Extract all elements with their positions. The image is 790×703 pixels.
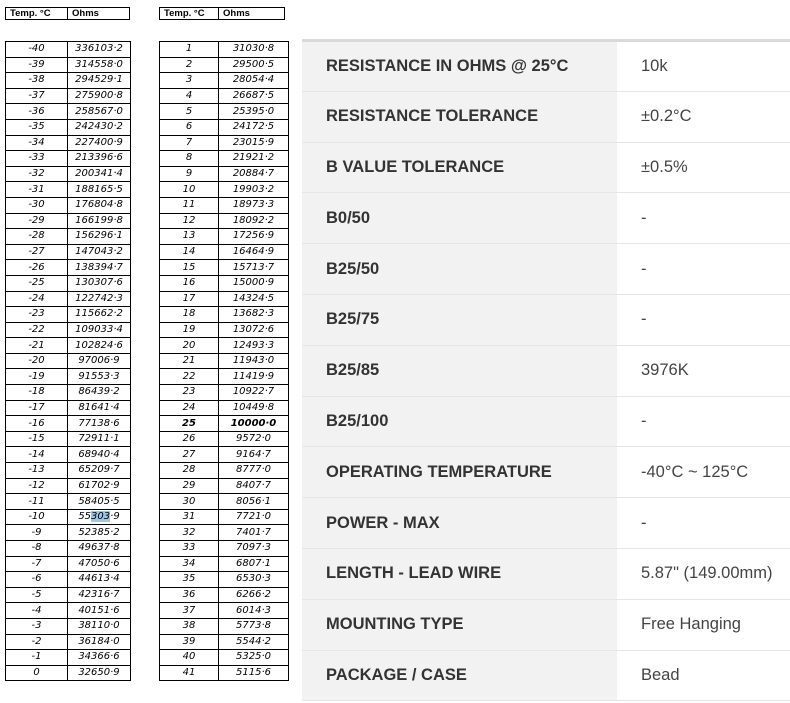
table-row: [6, 618, 131, 634]
temp-cell: -10: [6, 509, 68, 525]
spec-value: 10k: [617, 41, 790, 92]
temp-cell: 8: [160, 151, 219, 167]
temp-cell: 16: [160, 275, 219, 291]
temp-cell: -34: [6, 135, 68, 151]
temp-cell: 12: [160, 213, 219, 229]
table-row: [160, 42, 289, 58]
temp-cell: 6: [160, 119, 219, 135]
table-row: [6, 353, 131, 369]
table-row: [6, 556, 131, 572]
table-row: [160, 353, 289, 369]
temp-cell: -21: [6, 338, 68, 354]
ohms-cell: 5773·8: [219, 618, 289, 634]
table-row: [6, 634, 131, 650]
table-row: [160, 478, 289, 494]
temp-cell: -20: [6, 353, 68, 369]
temp-cell: -39: [6, 57, 68, 73]
ohms-cell: 109033·4: [68, 322, 131, 338]
ohms-cell: 11419·9: [219, 369, 289, 385]
spec-label: POWER - MAX: [302, 498, 617, 549]
table-row: [160, 275, 289, 291]
ohms-cell: 12493·3: [219, 338, 289, 354]
ohms-cell: 28054·4: [219, 73, 289, 89]
spec-row: [302, 396, 790, 447]
ohms-cell: 5115·6: [219, 665, 289, 681]
ohms-cell: 7721·0: [219, 509, 289, 525]
ohms-cell: 55303·9: [68, 509, 131, 525]
table-row: [6, 119, 131, 135]
temp-cell: -30: [6, 197, 68, 213]
ohms-cell: 130307·6: [68, 275, 131, 291]
temp-cell: 38: [160, 618, 219, 634]
temp-cell: -23: [6, 307, 68, 323]
spec-label: B25/85: [302, 345, 617, 396]
ohms-cell: 10449·8: [219, 400, 289, 416]
spec-value: -: [617, 498, 790, 549]
ohms-cell: 6266·2: [219, 587, 289, 603]
ohms-cell: 32650·9: [68, 665, 131, 681]
temp-cell: -26: [6, 260, 68, 276]
ohms-cell: 6530·3: [219, 572, 289, 588]
temp-cell: -2: [6, 634, 68, 650]
temp-cell: 11: [160, 197, 219, 213]
temp-cell: 10: [160, 182, 219, 198]
ohms-cell: 31030·8: [219, 42, 289, 58]
ohms-cell: 58405·5: [68, 494, 131, 510]
temp-cell: -14: [6, 447, 68, 463]
table-row: [6, 385, 131, 401]
table-row: [160, 494, 289, 510]
table-row: [160, 166, 289, 182]
spec-row: [302, 41, 790, 92]
table-row: [160, 322, 289, 338]
temp-cell: 9: [160, 166, 219, 182]
ohms-cell: 227400·9: [68, 135, 131, 151]
temp-cell: 18: [160, 307, 219, 323]
spec-row: [302, 498, 790, 549]
table-row: [160, 541, 289, 557]
table-row: [6, 338, 131, 354]
temp-cell: 13: [160, 229, 219, 245]
temp-cell: -6: [6, 572, 68, 588]
temp-cell: 23: [160, 385, 219, 401]
temp-cell: -31: [6, 182, 68, 198]
ohms-cell: 17256·9: [219, 229, 289, 245]
table-row: [160, 338, 289, 354]
ohms-cell: 21921·2: [219, 151, 289, 167]
table-row: [160, 213, 289, 229]
ohms-cell: 86439·2: [68, 385, 131, 401]
ohms-cell: 6014·3: [219, 603, 289, 619]
temp-cell: 19: [160, 322, 219, 338]
ohms-cell: 13072·6: [219, 322, 289, 338]
table-row: [6, 260, 131, 276]
ohms-cell: 138394·7: [68, 260, 131, 276]
spec-value: 3976K: [617, 345, 790, 396]
resistance-table-right: [159, 41, 289, 681]
table-row: [6, 166, 131, 182]
table-row: [6, 88, 131, 104]
temp-cell: -9: [6, 525, 68, 541]
temp-column-header: Temp. °C: [6, 8, 68, 19]
ohms-cell: 11943·0: [219, 353, 289, 369]
spec-label: RESISTANCE IN OHMS @ 25°C: [302, 41, 617, 92]
ohms-column-header: Ohms: [72, 8, 99, 19]
ohms-cell: 19903·2: [219, 182, 289, 198]
table-row: [160, 587, 289, 603]
temp-cell: -8: [6, 541, 68, 557]
table-row: [6, 42, 131, 58]
table-row: [160, 650, 289, 666]
ohms-cell: 200341·4: [68, 166, 131, 182]
ohms-cell: 213396·6: [68, 151, 131, 167]
ohms-cell: 15000·9: [219, 275, 289, 291]
ohms-cell: 97006·9: [68, 353, 131, 369]
table-row: [6, 275, 131, 291]
ohms-cell: 166199·8: [68, 213, 131, 229]
temp-cell: 20: [160, 338, 219, 354]
ohms-cell: 7401·7: [219, 525, 289, 541]
temp-cell: -13: [6, 463, 68, 479]
ohms-cell: 81641·4: [68, 400, 131, 416]
ohms-cell: 8056·1: [219, 494, 289, 510]
table-row: [160, 618, 289, 634]
temp-cell: -22: [6, 322, 68, 338]
table-row: [6, 151, 131, 167]
spec-value: Bead: [617, 650, 790, 701]
spec-value: ±0.2°C: [617, 91, 790, 142]
temp-cell: -33: [6, 151, 68, 167]
spec-value: -: [617, 244, 790, 295]
table-row: [6, 400, 131, 416]
ohms-cell: 115662·2: [68, 307, 131, 323]
temp-cell: 17: [160, 291, 219, 307]
ohms-cell: 102824·6: [68, 338, 131, 354]
ohms-cell: 10922·7: [219, 385, 289, 401]
temp-cell: 3: [160, 73, 219, 89]
ohms-cell: 77138·6: [68, 416, 131, 432]
table-row: [6, 431, 131, 447]
temp-cell: -25: [6, 275, 68, 291]
spec-row: [302, 599, 790, 650]
table-row: [6, 291, 131, 307]
temp-cell: -36: [6, 104, 68, 120]
left-table-header: [5, 7, 130, 20]
table-row: [160, 431, 289, 447]
temp-cell: 29: [160, 478, 219, 494]
temp-cell: -32: [6, 166, 68, 182]
table-row: [160, 57, 289, 73]
table-row: [160, 665, 289, 681]
spec-row: [302, 650, 790, 701]
ohms-cell: 275900·8: [68, 88, 131, 104]
table-row: [160, 260, 289, 276]
temp-cell: 1: [160, 42, 219, 58]
ohms-cell: 47050·6: [68, 556, 131, 572]
temp-cell: -11: [6, 494, 68, 510]
temp-cell: 14: [160, 244, 219, 260]
temp-cell: 35: [160, 572, 219, 588]
table-row: [6, 104, 131, 120]
ohms-cell: 5325·0: [219, 650, 289, 666]
table-row: [6, 229, 131, 245]
temp-cell: -19: [6, 369, 68, 385]
temp-cell: 0: [6, 665, 68, 681]
table-row: [160, 556, 289, 572]
spec-label: LENGTH - LEAD WIRE: [302, 548, 617, 599]
table-row: [6, 322, 131, 338]
ohms-cell: 5544·2: [219, 634, 289, 650]
ohms-cell: 29500·5: [219, 57, 289, 73]
table-row: [6, 213, 131, 229]
temp-cell: 7: [160, 135, 219, 151]
resistance-table-left: [5, 41, 131, 681]
ohms-cell: 7097·3: [219, 541, 289, 557]
spec-row: [302, 142, 790, 193]
spec-value: Free Hanging: [617, 599, 790, 650]
spec-row: [302, 548, 790, 599]
spec-label: B25/75: [302, 294, 617, 345]
temp-cell: 36: [160, 587, 219, 603]
temp-cell: 28: [160, 463, 219, 479]
ohms-cell: 65209·7: [68, 463, 131, 479]
temp-cell: 15: [160, 260, 219, 276]
ohms-cell: 336103·2: [68, 42, 131, 58]
temp-cell: 32: [160, 525, 219, 541]
table-row: [160, 385, 289, 401]
ohms-cell: 10000·0: [219, 416, 289, 432]
table-row: [160, 291, 289, 307]
ohms-cell: 13682·3: [219, 307, 289, 323]
right-table-header: [159, 7, 285, 20]
table-row: [6, 307, 131, 323]
ohms-cell: 156296·1: [68, 229, 131, 245]
spec-label: MOUNTING TYPE: [302, 599, 617, 650]
temp-cell: -24: [6, 291, 68, 307]
table-row: [160, 119, 289, 135]
spec-row: [302, 244, 790, 295]
ohms-cell: 18092·2: [219, 213, 289, 229]
spec-label: B0/50: [302, 193, 617, 244]
temp-cell: 21: [160, 353, 219, 369]
ohms-cell: 26687·5: [219, 88, 289, 104]
spec-value: 5.87" (149.00mm): [617, 548, 790, 599]
ohms-cell: 25395·0: [219, 104, 289, 120]
table-row: [6, 416, 131, 432]
temp-cell: 41: [160, 665, 219, 681]
table-row: [160, 369, 289, 385]
temp-cell: -15: [6, 431, 68, 447]
temp-column-header: Temp. °C: [160, 8, 219, 19]
ohms-cell: 8777·0: [219, 463, 289, 479]
ohms-cell: 36184·0: [68, 634, 131, 650]
ohms-cell: 122742·3: [68, 291, 131, 307]
table-row: [160, 572, 289, 588]
temp-cell: -5: [6, 587, 68, 603]
table-row: [6, 463, 131, 479]
ohms-cell: 8407·7: [219, 478, 289, 494]
table-row: [160, 135, 289, 151]
temp-cell: -3: [6, 618, 68, 634]
ohms-cell: 68940·4: [68, 447, 131, 463]
table-row: [160, 104, 289, 120]
temp-cell: -28: [6, 229, 68, 245]
temp-cell: 26: [160, 431, 219, 447]
spec-label: RESISTANCE TOLERANCE: [302, 91, 617, 142]
temp-cell: 5: [160, 104, 219, 120]
spec-value: -: [617, 193, 790, 244]
table-row: [6, 478, 131, 494]
temp-cell: 33: [160, 541, 219, 557]
temp-cell: -7: [6, 556, 68, 572]
ohms-cell: 72911·1: [68, 431, 131, 447]
temp-cell: -37: [6, 88, 68, 104]
table-row: [6, 135, 131, 151]
temp-cell: 2: [160, 57, 219, 73]
table-row: [160, 197, 289, 213]
table-row: [6, 587, 131, 603]
temp-cell: -27: [6, 244, 68, 260]
table-row: [6, 603, 131, 619]
table-row: [6, 73, 131, 89]
ohms-cell: 314558·0: [68, 57, 131, 73]
temp-cell: 4: [160, 88, 219, 104]
table-row: [160, 525, 289, 541]
ohms-cell: 176804·8: [68, 197, 131, 213]
temp-cell: -16: [6, 416, 68, 432]
table-row: [6, 369, 131, 385]
table-row: [160, 603, 289, 619]
table-row: [160, 151, 289, 167]
temp-cell: 39: [160, 634, 219, 650]
ohms-cell: 38110·0: [68, 618, 131, 634]
table-row: [160, 416, 289, 432]
spec-value: ±0.5%: [617, 142, 790, 193]
table-row: [160, 182, 289, 198]
table-row: [6, 665, 131, 681]
table-row: [6, 572, 131, 588]
table-row: [6, 182, 131, 198]
ohms-cell: 147043·2: [68, 244, 131, 260]
table-row: [6, 244, 131, 260]
ohms-cell: 15713·7: [219, 260, 289, 276]
ohms-cell: 20884·7: [219, 166, 289, 182]
table-row: [6, 57, 131, 73]
spec-label: PACKAGE / CASE: [302, 650, 617, 701]
table-row: [160, 244, 289, 260]
ohms-cell: 16464·9: [219, 244, 289, 260]
ohms-cell: 42316·7: [68, 587, 131, 603]
ohms-cell: 49637·8: [68, 541, 131, 557]
temp-cell: -29: [6, 213, 68, 229]
ohms-cell: 52385·2: [68, 525, 131, 541]
spec-table: [302, 39, 790, 701]
temp-cell: -1: [6, 650, 68, 666]
ohms-cell: 24172·5: [219, 119, 289, 135]
temp-cell: 27: [160, 447, 219, 463]
temp-cell: 40: [160, 650, 219, 666]
table-row: [160, 447, 289, 463]
spec-label: B25/50: [302, 244, 617, 295]
table-row: [6, 525, 131, 541]
ohms-cell: 61702·9: [68, 478, 131, 494]
text-selection[interactable]: 303: [91, 511, 111, 523]
table-row: [160, 229, 289, 245]
ohms-cell: 242430·2: [68, 119, 131, 135]
temp-cell: 30: [160, 494, 219, 510]
ohms-cell: 18973·3: [219, 197, 289, 213]
ohms-cell: 6807·1: [219, 556, 289, 572]
table-row: [6, 494, 131, 510]
temp-cell: 31: [160, 509, 219, 525]
spec-row: [302, 91, 790, 142]
spec-label: OPERATING TEMPERATURE: [302, 447, 617, 498]
table-row: [160, 88, 289, 104]
temp-cell: 22: [160, 369, 219, 385]
temp-cell: -18: [6, 385, 68, 401]
spec-value: -: [617, 396, 790, 447]
ohms-cell: 44613·4: [68, 572, 131, 588]
table-row: [6, 197, 131, 213]
spec-value: -: [617, 294, 790, 345]
ohms-cell: 9572·0: [219, 431, 289, 447]
table-row: [160, 634, 289, 650]
spec-row: [302, 294, 790, 345]
table-row: [6, 650, 131, 666]
spec-row: [302, 447, 790, 498]
temp-cell: 24: [160, 400, 219, 416]
temp-cell: -40: [6, 42, 68, 58]
spec-label: B VALUE TOLERANCE: [302, 142, 617, 193]
ohms-cell: 91553·3: [68, 369, 131, 385]
table-row: [160, 463, 289, 479]
ohms-cell: 40151·6: [68, 603, 131, 619]
spec-row: [302, 345, 790, 396]
temp-cell: -17: [6, 400, 68, 416]
temp-cell: -38: [6, 73, 68, 89]
temp-cell: -4: [6, 603, 68, 619]
table-row: [160, 73, 289, 89]
temp-cell: -12: [6, 478, 68, 494]
table-row: [160, 509, 289, 525]
temp-cell: -35: [6, 119, 68, 135]
ohms-cell: 23015·9: [219, 135, 289, 151]
ohms-column-header: Ohms: [223, 8, 250, 19]
table-row: [6, 541, 131, 557]
table-row: [160, 400, 289, 416]
ohms-cell: 188165·5: [68, 182, 131, 198]
spec-row: [302, 193, 790, 244]
ohms-cell: 34366·6: [68, 650, 131, 666]
table-row: [160, 307, 289, 323]
spec-value: -40°C ~ 125°C: [617, 447, 790, 498]
temp-cell: 34: [160, 556, 219, 572]
ohms-cell: 14324·5: [219, 291, 289, 307]
temp-cell: 25: [160, 416, 219, 432]
spec-label: B25/100: [302, 396, 617, 447]
table-row: [6, 509, 131, 525]
temp-cell: 37: [160, 603, 219, 619]
ohms-cell: 258567·0: [68, 104, 131, 120]
table-row: [6, 447, 131, 463]
ohms-cell: 9164·7: [219, 447, 289, 463]
ohms-cell: 294529·1: [68, 73, 131, 89]
